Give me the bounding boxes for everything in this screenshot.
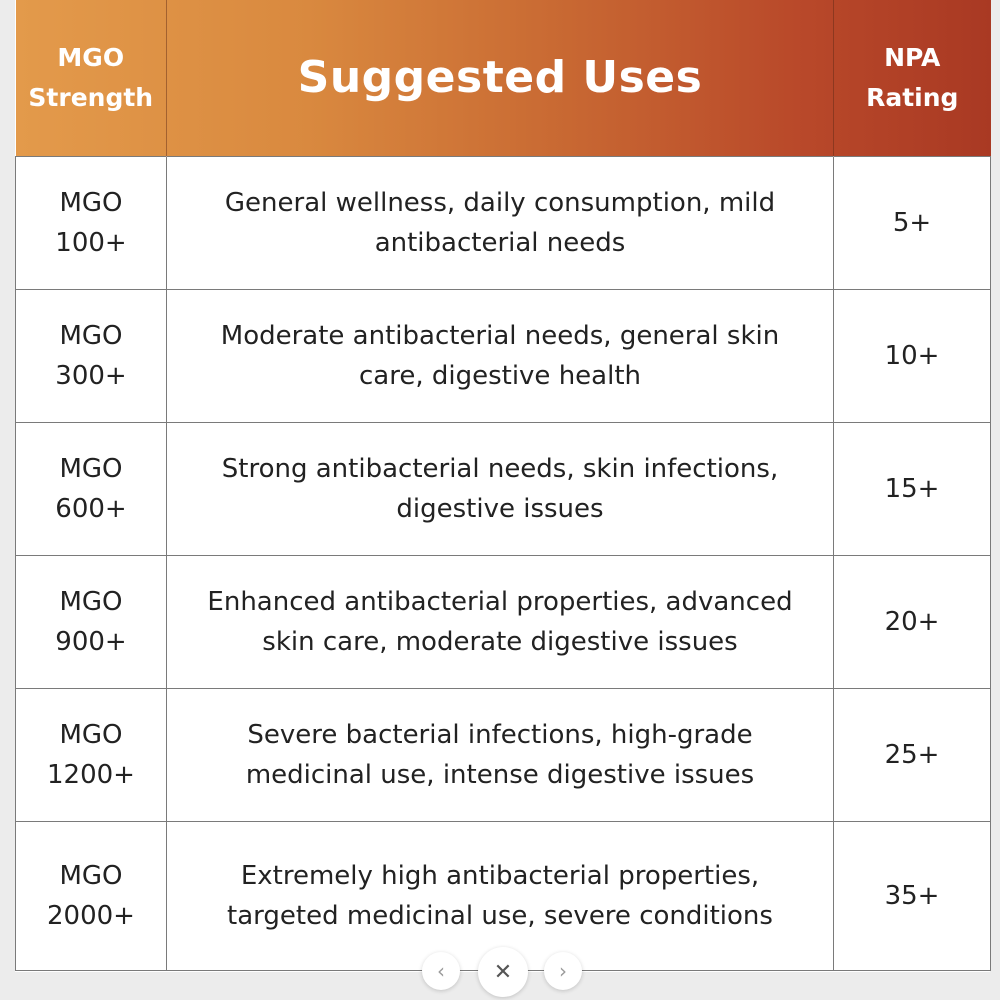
mgo-strength-value: 300+ <box>55 360 127 391</box>
close-button[interactable] <box>478 947 528 997</box>
npa-rating-cell: 20+ <box>834 555 991 688</box>
mgo-strength-cell <box>16 422 167 555</box>
suggested-uses-line1: Severe bacterial infections, high-grade <box>247 719 753 750</box>
close-icon: ✕ <box>493 959 513 985</box>
npa-rating-cell: 5+ <box>834 156 991 289</box>
table-row <box>16 422 991 555</box>
header-mgo-strength <box>16 0 167 156</box>
mgo-strength-value: 1200+ <box>47 759 135 790</box>
suggested-uses-line2: medicinal use, intense digestive issues <box>245 759 755 790</box>
table-row <box>16 688 991 821</box>
header-mgo-strength-line1: MGO <box>57 42 125 72</box>
chevron-right-icon: › <box>559 959 567 983</box>
image-carousel-controls <box>420 947 585 997</box>
suggested-uses-line2: antibacterial needs <box>374 227 626 258</box>
mgo-strength-label: MGO <box>59 320 123 351</box>
table-header-row <box>16 0 991 156</box>
suggested-uses-line2: care, digestive health <box>358 360 641 391</box>
mgo-strength-cell <box>16 688 167 821</box>
suggested-uses-line1: Extremely high antibacterial properties, <box>240 860 760 891</box>
suggested-uses-cell <box>167 688 834 821</box>
mgo-strength-value: 2000+ <box>47 900 135 931</box>
suggested-uses-line2: targeted medicinal use, severe conditions <box>227 900 773 931</box>
suggested-uses-cell <box>167 156 834 289</box>
suggested-uses-cell <box>167 422 834 555</box>
header-npa-rating-line2: Rating <box>866 82 959 112</box>
header-mgo-strength-line2: Strength <box>28 82 154 112</box>
table-row <box>16 555 991 688</box>
mgo-strength-value: 600+ <box>55 493 127 524</box>
suggested-uses-line1: Moderate antibacterial needs, general skin <box>220 320 780 351</box>
previous-button[interactable] <box>422 952 460 990</box>
suggested-uses-cell <box>167 289 834 422</box>
mgo-strength-value: 900+ <box>55 626 127 657</box>
npa-rating-cell: 15+ <box>834 422 991 555</box>
table-row <box>16 289 991 422</box>
mgo-strength-cell <box>16 156 167 289</box>
suggested-uses-cell <box>167 555 834 688</box>
next-button[interactable] <box>544 952 582 990</box>
mgo-strength-cell <box>16 555 167 688</box>
mgo-strength-value: 100+ <box>55 227 127 258</box>
table-row <box>16 156 991 289</box>
mgo-strength-cell <box>16 289 167 422</box>
mgo-strength-label: MGO <box>59 187 123 218</box>
header-suggested-uses: Suggested Uses <box>167 0 834 156</box>
suggested-uses-line1: General wellness, daily consumption, mild <box>224 187 776 218</box>
suggested-uses-line2: digestive issues <box>396 493 604 524</box>
suggested-uses-line2: skin care, moderate digestive issues <box>262 626 738 657</box>
mgo-strength-label: MGO <box>59 453 123 484</box>
suggested-uses-line1: Strong antibacterial needs, skin infections, <box>221 453 779 484</box>
header-npa-rating <box>834 0 991 156</box>
header-npa-rating-line1: NPA <box>884 42 941 72</box>
suggested-uses-line1: Enhanced antibacterial properties, advanced <box>207 586 793 617</box>
mgo-strength-label: MGO <box>59 860 123 891</box>
chevron-left-icon: ‹ <box>437 959 445 983</box>
npa-rating-cell: 10+ <box>834 289 991 422</box>
mgo-strength-label: MGO <box>59 586 123 617</box>
mgo-strength-label: MGO <box>59 719 123 750</box>
mgo-strength-cell <box>16 821 167 970</box>
mgo-strength-table <box>15 0 991 971</box>
npa-rating-cell: 35+ <box>834 821 991 970</box>
npa-rating-cell: 25+ <box>834 688 991 821</box>
